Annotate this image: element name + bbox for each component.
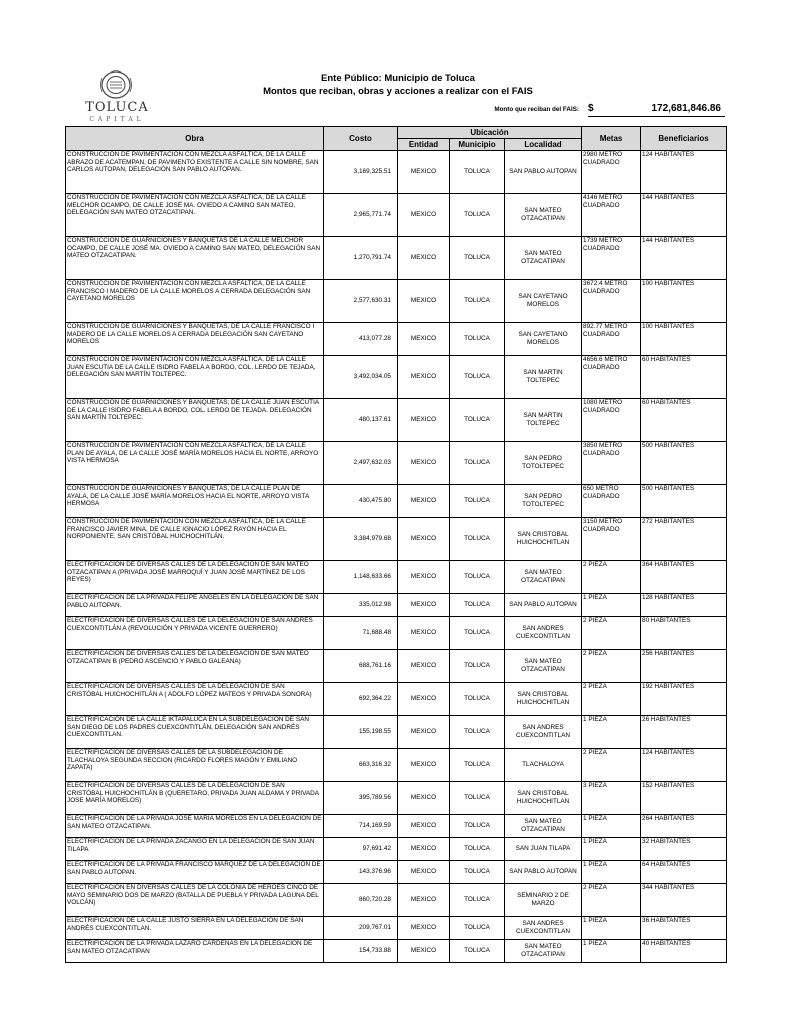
- header-metas: Metas: [582, 127, 641, 151]
- cell-metas: 2 PIEZA: [582, 617, 641, 650]
- cell-localidad: SAN MATEO OTZACATIPAN: [505, 237, 582, 280]
- cell-obra: ELECTRIFICACIÓN DE DIVERSAS CALLES DE LA DELEGACIÓN DE SAN CRISTÓBAL HUICHOCHITLÁN A ( ADOLFO LÓPEZ MATEOS Y PRIVADA SONORA): [66, 683, 324, 716]
- cell-beneficiarios: 100 HABITANTES: [641, 280, 727, 323]
- cell-entidad: MEXICO: [398, 485, 450, 518]
- cell-obra: ELECTRIFICACIÓN DE LA PRIVADA ZACANGO EN LA DELEGACIÓN DE SAN JUAN TILAPA: [66, 838, 324, 861]
- cell-obra: ELECTRIFICACIÓN DE LA PRIVADA FELIPE ÁNGELES EN LA DELEGACIÓN DE SAN PABLO AUTOPAN.: [66, 594, 324, 617]
- header-row-1: [66, 127, 727, 139]
- cell-costo: 97,691.42: [324, 838, 398, 861]
- table-row: [66, 237, 727, 280]
- cell-beneficiarios: 40 HABITANTES: [641, 940, 727, 963]
- cell-beneficiarios: 60 HABITANTES: [641, 399, 727, 442]
- table-row: [66, 650, 727, 683]
- cell-municipio: TOLUCA: [450, 323, 505, 356]
- cell-metas: 4656.6 METRO CUADRADO: [582, 356, 641, 399]
- cell-localidad: SAN JUAN TILAPA: [505, 838, 582, 861]
- cell-costo: 335,012.98: [324, 594, 398, 617]
- cell-costo: 663,316.32: [324, 749, 398, 782]
- header-ubicacion: Ubicación: [398, 127, 582, 139]
- table-row: [66, 716, 727, 749]
- cell-beneficiarios: 152 HABITANTES: [641, 782, 727, 815]
- fais-currency: $: [588, 103, 594, 114]
- cell-entidad: MEXICO: [398, 399, 450, 442]
- cell-costo: 688,761.16: [324, 650, 398, 683]
- cell-obra: CONSTRUCCIÓN DE PAVIMENTACIÓN CON MEZCLA ASFÁLTICA, DE LA CALLE MELCHOR OCAMPO, DE CALLE JOSÉ MA. OVIEDO A CAMINO SAN MATEO, DELEGACIÓN SAN MATEO OTZACATIPAN.: [66, 194, 324, 237]
- cell-entidad: MEXICO: [398, 683, 450, 716]
- toluca-logo: [74, 70, 160, 126]
- table-body: [66, 151, 727, 963]
- table-row: [66, 561, 727, 594]
- cell-entidad: MEXICO: [398, 280, 450, 323]
- cell-entidad: MEXICO: [398, 940, 450, 963]
- cell-obra: ELECTRIFICACIÓN DE DIVERSAS CALLES DE LA SUBDELEGACIÓN DE TLACHALOYA SEGUNDA SECCION (RICARDO FLORES MAGÓN Y EMILIANO ZAPATA): [66, 749, 324, 782]
- cell-costo: 413,077.28: [324, 323, 398, 356]
- table-row: [66, 838, 727, 861]
- cell-localidad: SAN PABLO AUTOPAN: [505, 861, 582, 884]
- cell-municipio: TOLUCA: [450, 356, 505, 399]
- cell-costo: 71,688.48: [324, 617, 398, 650]
- cell-metas: 650 METRO CUADRADO: [582, 485, 641, 518]
- cell-costo: 714,169.59: [324, 815, 398, 838]
- cell-localidad: SAN PABLO AUTOPAN: [505, 594, 582, 617]
- table-row: [66, 594, 727, 617]
- cell-beneficiarios: 272 HABITANTES: [641, 518, 727, 561]
- cell-entidad: MEXICO: [398, 237, 450, 280]
- cell-costo: 692,364.22: [324, 683, 398, 716]
- cell-obra: ELECTRIFICACIÓN DE LA PRIVADA FRANCISCO MÁRQUEZ DE LA DELEGACIÓN DE SAN PABLO AUTOPAN.: [66, 861, 324, 884]
- cell-costo: 3,492,034.05: [324, 356, 398, 399]
- table-row: [66, 917, 727, 940]
- table-row: [66, 861, 727, 884]
- table-row: [66, 749, 727, 782]
- cell-costo: 430,475.80: [324, 485, 398, 518]
- cell-entidad: MEXICO: [398, 617, 450, 650]
- cell-beneficiarios: 100 HABITANTES: [641, 323, 727, 356]
- cell-metas: 3 PIEZA: [582, 782, 641, 815]
- cell-costo: 155,198.55: [324, 716, 398, 749]
- cell-beneficiarios: 124 HABITANTES: [641, 151, 727, 194]
- cell-obra: ELECTRIFICACIÓN DE DIVERSAS CALLES DE LA DELEGACIÓN DE SAN ANDRÉS CUEXCONTITLÁN A (REVOLUCIÓN Y PRIVADA VICENTE GUERRERO): [66, 617, 324, 650]
- cell-municipio: TOLUCA: [450, 749, 505, 782]
- cell-costo: 143,376.96: [324, 861, 398, 884]
- cell-obra: ELECTRIFICACIÓN DE LA PRIVADA JOSÉ MARÍA MORELOS EN LA DELEGACION DE SAN MATEO OTZACATIPAN.: [66, 815, 324, 838]
- cell-entidad: MEXICO: [398, 323, 450, 356]
- cell-beneficiarios: 500 HABITANTES: [641, 442, 727, 485]
- cell-localidad: SAN PEDRO TOTOLTEPEC: [505, 485, 582, 518]
- table-row: [66, 280, 727, 323]
- header-municipio: Municipio: [450, 139, 505, 151]
- cell-beneficiarios: 344 HABITANTES: [641, 884, 727, 917]
- cell-municipio: TOLUCA: [450, 782, 505, 815]
- cell-obra: CONSTRUCCIÓN DE PAVIMENTACIÓN CON MEZCLA ASFÁLTICA, DE LA CALLE PLAN DE AYALA, DE LA CALLE JOSÉ MARÍA MORELOS HACIA EL NORTE, ARROYO VISTA HERMOSA: [66, 442, 324, 485]
- table-row: [66, 323, 727, 356]
- cell-municipio: TOLUCA: [450, 151, 505, 194]
- table-row: [66, 518, 727, 561]
- table-row: [66, 151, 727, 194]
- cell-metas: 1080 METRO CUADRADO: [582, 399, 641, 442]
- cell-entidad: MEXICO: [398, 838, 450, 861]
- cell-beneficiarios: 192 HABITANTES: [641, 683, 727, 716]
- cell-localidad: SEMINARIO 2 DE MARZO: [505, 884, 582, 917]
- cell-municipio: TOLUCA: [450, 650, 505, 683]
- cell-entidad: MEXICO: [398, 749, 450, 782]
- cell-beneficiarios: 80 HABITANTES: [641, 617, 727, 650]
- cell-municipio: TOLUCA: [450, 561, 505, 594]
- cell-costo: 1,148,633.66: [324, 561, 398, 594]
- cell-metas: 1 PIEZA: [582, 940, 641, 963]
- cell-beneficiarios: 144 HABITANTES: [641, 237, 727, 280]
- cell-localidad: SAN ANDRES CUEXCONTITLAN: [505, 716, 582, 749]
- table-row: [66, 485, 727, 518]
- cell-entidad: MEXICO: [398, 356, 450, 399]
- cell-localidad: SAN ANDRES CUEXCONTITLAN: [505, 617, 582, 650]
- cell-entidad: MEXICO: [398, 518, 450, 561]
- cell-costo: 2,965,771.74: [324, 194, 398, 237]
- cell-localidad: SAN CRISTOBAL HUICHOCHITLAN: [505, 782, 582, 815]
- cell-obra: ELECTRIFICACIÓN DE DIVERSAS CALLES DE LA DELEGACIÓN DE SAN CRISTÓBAL HUICHOCHITLÁN B (QUERETARO, PRIVADA JUAN ALDAMA Y PRIVADA JOSE MARÍA MORELOS): [66, 782, 324, 815]
- cell-localidad: SAN PABLO AUTOPAN: [505, 151, 582, 194]
- header-beneficiarios: Beneficiarios: [641, 127, 727, 151]
- cell-costo: 209,767.01: [324, 917, 398, 940]
- cell-entidad: MEXICO: [398, 151, 450, 194]
- cell-localidad: SAN MATEO OTZACATIPAN: [505, 194, 582, 237]
- cell-costo: 154,733.88: [324, 940, 398, 963]
- cell-obra: ELECTRIFICACIÓN EN DIVERSAS CALLES DE LA COLONIA DE HÉROES CINCO DE MAYO SEMINARIO DOS DE MARZO (BATALLA DE PUEBLA Y PRIVADA LAGUNA DEL VOLCÁN): [66, 884, 324, 917]
- cell-entidad: MEXICO: [398, 782, 450, 815]
- logo-brand: TOLUCA: [85, 100, 149, 115]
- cell-beneficiarios: 124 HABITANTES: [641, 749, 727, 782]
- cell-localidad: SAN MARTIN TOLTEPEC: [505, 356, 582, 399]
- cell-metas: 1 PIEZA: [582, 838, 641, 861]
- cell-beneficiarios: 128 HABITANTES: [641, 594, 727, 617]
- cell-municipio: TOLUCA: [450, 518, 505, 561]
- cell-costo: 395,789.56: [324, 782, 398, 815]
- cell-metas: 1 PIEZA: [582, 917, 641, 940]
- table-row: [66, 683, 727, 716]
- cell-metas: 892.77 METRO CUADRADO: [582, 323, 641, 356]
- page-subtitle: Montos que reciban, obras y acciones a realizar con el FAIS: [263, 86, 533, 97]
- cell-localidad: SAN PEDRO TOTOLTEPEC: [505, 442, 582, 485]
- cell-obra: ELECTRIFICACIÓN DE DIVERSAS CALLES DE LA DELEGACIÓN DE SAN MATEO OTZACATIPAN A (PRIVADA JOSÉ MARROQUÍ Y JUAN JOSÉ MARTÍNEZ DE LOS REYES): [66, 561, 324, 594]
- table-row: [66, 940, 727, 963]
- cell-metas: 1739 METRO CUADRADO: [582, 237, 641, 280]
- cell-municipio: TOLUCA: [450, 815, 505, 838]
- cell-costo: 1,270,791.74: [324, 237, 398, 280]
- cell-metas: 1 PIEZA: [582, 861, 641, 884]
- header-costo: Costo: [324, 127, 398, 151]
- cell-localidad: SAN ANDRES CUEXCONTITLAN: [505, 917, 582, 940]
- cell-beneficiarios: 364 HABITANTES: [641, 561, 727, 594]
- cell-beneficiarios: 264 HABITANTES: [641, 815, 727, 838]
- cell-metas: 1 PIEZA: [582, 815, 641, 838]
- cell-entidad: MEXICO: [398, 650, 450, 683]
- table-row: [66, 782, 727, 815]
- fais-amount: 172,681,846.86: [651, 103, 721, 114]
- cell-beneficiarios: 32 HABITANTES: [641, 838, 727, 861]
- table-row: [66, 194, 727, 237]
- cell-municipio: TOLUCA: [450, 399, 505, 442]
- cell-obra: CONSTRUCCIÓN DE GUARNICIONES Y BANQUETAS, DE LA CALLE FRANCISCO I MADERO DE LA CALLE MORELOS A CERRADA DELEGACIÓN SAN CAYETANO MORELOS: [66, 323, 324, 356]
- cell-municipio: TOLUCA: [450, 861, 505, 884]
- cell-municipio: TOLUCA: [450, 594, 505, 617]
- cell-municipio: TOLUCA: [450, 716, 505, 749]
- cell-obra: CONSTRUCCIÓN DE PAVIMENTACIÓN CON MEZCLA ASFÁLTICA, DE LA CALLE FRANCISCO JAVIER MINA, DE CALLE IGNACIO LÓPEZ RAYÓN HACIA EL NORPONIENTE, SAN CRISTÓBAL HUICHOCHITLÁN.: [66, 518, 324, 561]
- table-row: [66, 399, 727, 442]
- cell-metas: 2 PIEZA: [582, 561, 641, 594]
- cell-municipio: TOLUCA: [450, 884, 505, 917]
- cell-entidad: MEXICO: [398, 815, 450, 838]
- header-obra: Obra: [66, 127, 324, 151]
- cell-municipio: TOLUCA: [450, 617, 505, 650]
- fais-label: Monto que reciban del FAIS:: [494, 106, 579, 113]
- cell-municipio: TOLUCA: [450, 485, 505, 518]
- cell-costo: 2,497,632.03: [324, 442, 398, 485]
- header-entidad: Entidad: [398, 139, 450, 151]
- cell-metas: 2 PIEZA: [582, 683, 641, 716]
- logo-subtitle: CAPITAL: [89, 116, 145, 123]
- cell-metas: 2980 METRO CUADRADO: [582, 151, 641, 194]
- cell-localidad: SAN MATEO OTZACATIPAN: [505, 650, 582, 683]
- cell-costo: 2,577,630.31: [324, 280, 398, 323]
- cell-municipio: TOLUCA: [450, 237, 505, 280]
- table-row: [66, 884, 727, 917]
- cell-entidad: MEXICO: [398, 194, 450, 237]
- cell-entidad: MEXICO: [398, 716, 450, 749]
- cell-obra: ELECTRIFICACIÓN DE DIVERSAS CALLES DE LA DELEGACIÓN DE SAN MATEO OTZACATIPAN B (PEDRO ASCENCIO Y PABLO GALEANA): [66, 650, 324, 683]
- cell-localidad: SAN CRISTOBAL HUICHOCHITLAN: [505, 683, 582, 716]
- cell-beneficiarios: 500 HABITANTES: [641, 485, 727, 518]
- cell-localidad: SAN MATEO OTZACATIPAN: [505, 561, 582, 594]
- table-row: [66, 815, 727, 838]
- cell-beneficiarios: 64 HABITANTES: [641, 861, 727, 884]
- cell-entidad: MEXICO: [398, 442, 450, 485]
- cell-metas: 2 PIEZA: [582, 749, 641, 782]
- cell-municipio: TOLUCA: [450, 442, 505, 485]
- cell-entidad: MEXICO: [398, 561, 450, 594]
- cell-metas: 3672.4 METRO CUADRADO: [582, 280, 641, 323]
- coat-of-arms-icon: [96, 70, 136, 100]
- cell-localidad: SAN CRISTOBAL HUICHOCHITLAN: [505, 518, 582, 561]
- cell-obra: CONSTRUCCIÓN DE GUARNICIONES Y BANQUETAS, DE LA CALLE PLAN DE AYALA, DE LA CALLE JOSÉ MARÍA MORELOS HACIA EL NORTE, ARROYO VISTA HERMOSA: [66, 485, 324, 518]
- cell-obra: CONSTRUCCIÓN DE GUARNICIONES Y BANQUETAS; DE LA CALLE JUAN ESCUTIA DE LA CALLE ISIDRO FABELA A BORDO, COL. LERDO DE TEJADA, DELEGACIÓN SAN MARTÍN TOLTEPEC.: [66, 399, 324, 442]
- cell-metas: 1 PIEZA: [582, 594, 641, 617]
- cell-municipio: TOLUCA: [450, 280, 505, 323]
- cell-costo: 480,137.61: [324, 399, 398, 442]
- cell-beneficiarios: 60 HABITANTES: [641, 356, 727, 399]
- table-row: [66, 442, 727, 485]
- cell-costo: 3,384,979.68: [324, 518, 398, 561]
- cell-municipio: TOLUCA: [450, 683, 505, 716]
- cell-obra: ELECTRIFICACIÓN DE LA PRIVADA LÁZARO CÁRDENAS EN LA DELEGACIÓN DE SAN MATEO OTZACATIPAN: [66, 940, 324, 963]
- cell-municipio: TOLUCA: [450, 194, 505, 237]
- cell-municipio: TOLUCA: [450, 940, 505, 963]
- cell-municipio: TOLUCA: [450, 917, 505, 940]
- cell-metas: 2 PIEZA: [582, 650, 641, 683]
- cell-municipio: TOLUCA: [450, 838, 505, 861]
- table-row: [66, 356, 727, 399]
- cell-obra: CONSTRUCCIÓN DE PAVIMENTACIÓN CON MEZCLA ASFÁLTICA, DE LA CALLE FRANCISCO I MADERO DE LA CALLE MORELOS A CERRADA DELEGACIÓN SAN CAYETANO MORELOS: [66, 280, 324, 323]
- cell-metas: 3850 METRO CUADRADO: [582, 442, 641, 485]
- cell-entidad: MEXICO: [398, 594, 450, 617]
- cell-obra: ELECTRIFICACIÓN DE LA CALLE JUSTO SIERRA EN LA DELEGACIÓN DE SAN ANDRÉS CUEXCONTITLAN.: [66, 917, 324, 940]
- cell-metas: 4146 METRO CUADRADO: [582, 194, 641, 237]
- fais-amount-row: [0, 103, 791, 117]
- cell-costo: 3,169,325.51: [324, 151, 398, 194]
- cell-beneficiarios: 144 HABITANTES: [641, 194, 727, 237]
- cell-localidad: SAN CAYETANO MORELOS: [505, 323, 582, 356]
- cell-metas: 2 PIEZA: [582, 884, 641, 917]
- cell-localidad: SAN MATEO OTZACATIPAN: [505, 815, 582, 838]
- fais-underline: [588, 116, 725, 117]
- cell-obra: CONSTRUCCIÓN DE GUARNICIONES Y BANQUETAS DE LA CALLE MELCHOR OCAMPO, DE CALLE JOSÉ MA. OVIEDO A CAMINO SAN MATEO, DELEGACIÓN SAN MATEO OTZACATIPAN.: [66, 237, 324, 280]
- cell-entidad: MEXICO: [398, 861, 450, 884]
- cell-metas: 3150 METRO CUADRADO: [582, 518, 641, 561]
- header-localidad: Localidad: [505, 139, 582, 151]
- cell-localidad: SAN MATEO OTZACATIPAN: [505, 940, 582, 963]
- table-row: [66, 617, 727, 650]
- page-title: Ente Público: Municipio de Toluca: [321, 73, 475, 84]
- cell-localidad: TLACHALOYA: [505, 749, 582, 782]
- cell-metas: 1 PIEZA: [582, 716, 641, 749]
- cell-beneficiarios: 26 HABITANTES: [641, 716, 727, 749]
- cell-obra: CONSTRUCCIÓN DE PAVIMENTACIÓN CON MEZCLA ASFÁLTICA, DE LA CALLE JUAN ESCUTIA DE LA CALLE ISIDRO FABELA A BORDO, COL. LERDO DE TEJADA, DELEGACIÓN SAN MARTÍN TOLTEPEC.: [66, 356, 324, 399]
- cell-localidad: SAN CAYETANO MORELOS: [505, 280, 582, 323]
- cell-obra: ELECTRIFICACIÓN DE LA CALLE IKTAPALUCA EN LA SUBDELEGACIÓN DE SAN SAN DIEGO DE LOS PADRES CUEXCONTITLÁN, DELEGACIÓN SAN ANDRÉS CUEXCONTITLAN.: [66, 716, 324, 749]
- obras-table: [65, 126, 727, 963]
- cell-entidad: MEXICO: [398, 884, 450, 917]
- cell-beneficiarios: 36 HABITANTES: [641, 917, 727, 940]
- cell-costo: 860,720.28: [324, 884, 398, 917]
- cell-obra: CONSTRUCCIÓN DE PAVIMENTACIÓN CON MEZCLA ASFÁLTICA, DE LA CALLE ABRAZO DE ACATEMPAN, DE PAVIMENTO EXISTENTE A CALLE SIN NOMBRE, SAN CARLOS AUTOPAN, DELEGACIÓN SAN PABLO AUTOPAN.: [66, 151, 324, 194]
- cell-entidad: MEXICO: [398, 917, 450, 940]
- cell-beneficiarios: 256 HABITANTES: [641, 650, 727, 683]
- cell-localidad: SAN MARTIN TOLTEPEC: [505, 399, 582, 442]
